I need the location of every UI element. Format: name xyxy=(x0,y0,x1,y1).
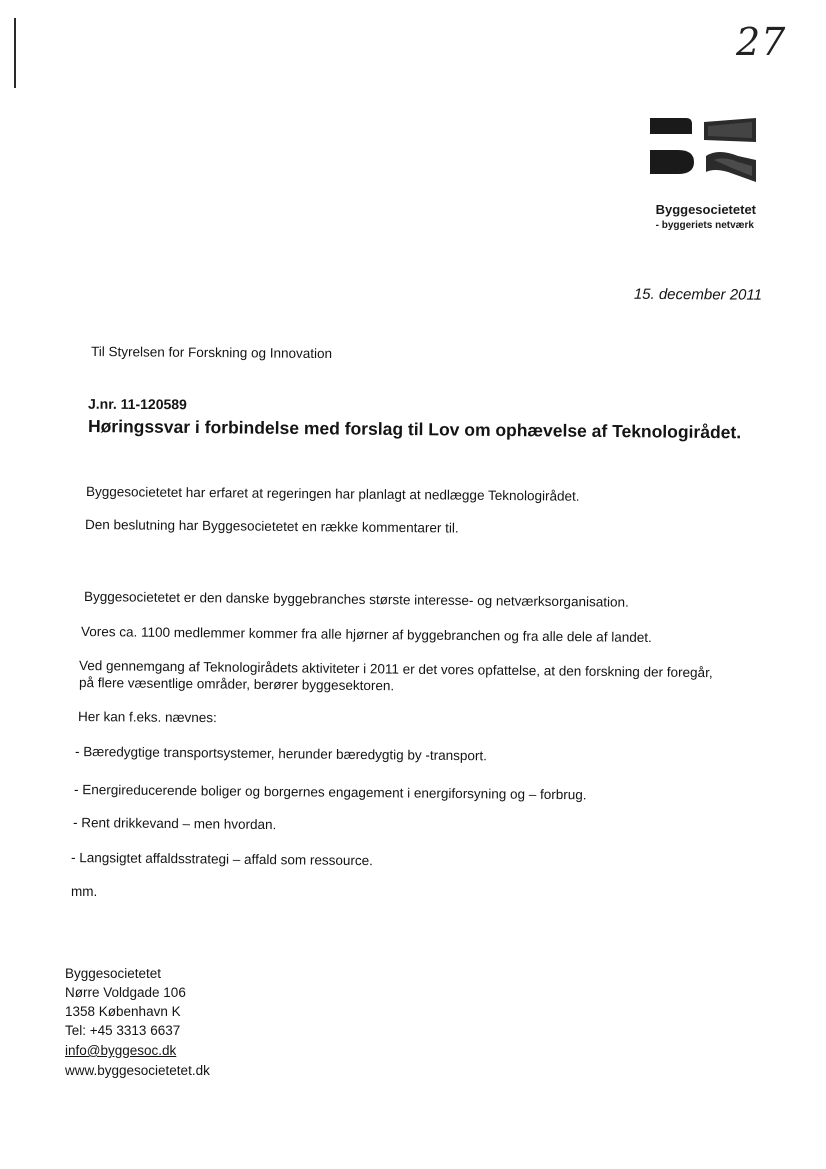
logo-org-name: Byggesocietetet xyxy=(655,202,756,217)
recipient-line: Til Styrelsen for Forskning og Innovation xyxy=(90,344,333,362)
website-link[interactable]: www.byggesocietetet.dk xyxy=(65,1063,210,1078)
closing-text: mm. xyxy=(71,884,98,899)
letter-subject: Høringssvar i forbindelse med forslag til Lov om ophævelse af Teknologirådet. xyxy=(87,416,742,443)
address-phone: Tel: +45 3313 6637 xyxy=(65,1023,181,1038)
address-name: Byggesocietetet xyxy=(65,966,162,981)
bullet-item: - Energireducerende boliger og borgernes engagement i energiforsyning og – forbrug. xyxy=(73,782,587,803)
scan-edge-mark xyxy=(14,18,16,88)
bullet-item: - Bæredygtige transportsystemer, herunder bæredygtig by -transport. xyxy=(74,744,488,764)
letter-date: 15. december 2011 xyxy=(633,285,763,304)
paragraph-2: Den beslutning har Byggesocietetet en række kommentarer til. xyxy=(84,517,459,536)
paragraph-4: Vores ca. 1100 medlemmer kommer fra alle hjørner af byggebranchen og fra alle dele af landet. xyxy=(80,624,652,645)
paragraph-3: Byggesocietetet er den danske byggebranches største interesse- og netværksorganisation. xyxy=(83,589,629,610)
bullet-item: - Langsigtet affaldsstrategi – affald som ressource. xyxy=(70,850,373,869)
address-street: Nørre Voldgade 106 xyxy=(65,985,186,1000)
handwritten-page-number: 27 xyxy=(736,20,787,64)
address-city: 1358 København K xyxy=(65,1004,181,1019)
paragraph-1: Byggesocietetet har erfaret at regeringen har planlagt at nedlægge Teknologirådet. xyxy=(85,484,580,504)
bullet-item: - Rent drikkevand – men hvordan. xyxy=(72,815,277,833)
email-link[interactable]: info@byggesoc.dk xyxy=(65,1043,177,1058)
logo-tagline: - byggeriets netværk xyxy=(655,220,754,231)
paragraph-7: Her kan f.eks. nævnes: xyxy=(77,709,217,726)
byggesocietetet-logo-icon xyxy=(648,116,758,188)
journal-number: J.nr. 11-120589 xyxy=(87,395,187,413)
paragraph-6: på flere væsentlige områder, berører byggesektoren. xyxy=(78,675,395,694)
paragraph-5: Ved gennemgang af Teknologirådets aktiviteter i 2011 er det vores opfattelse, at den forskning der foregår, xyxy=(78,658,713,681)
